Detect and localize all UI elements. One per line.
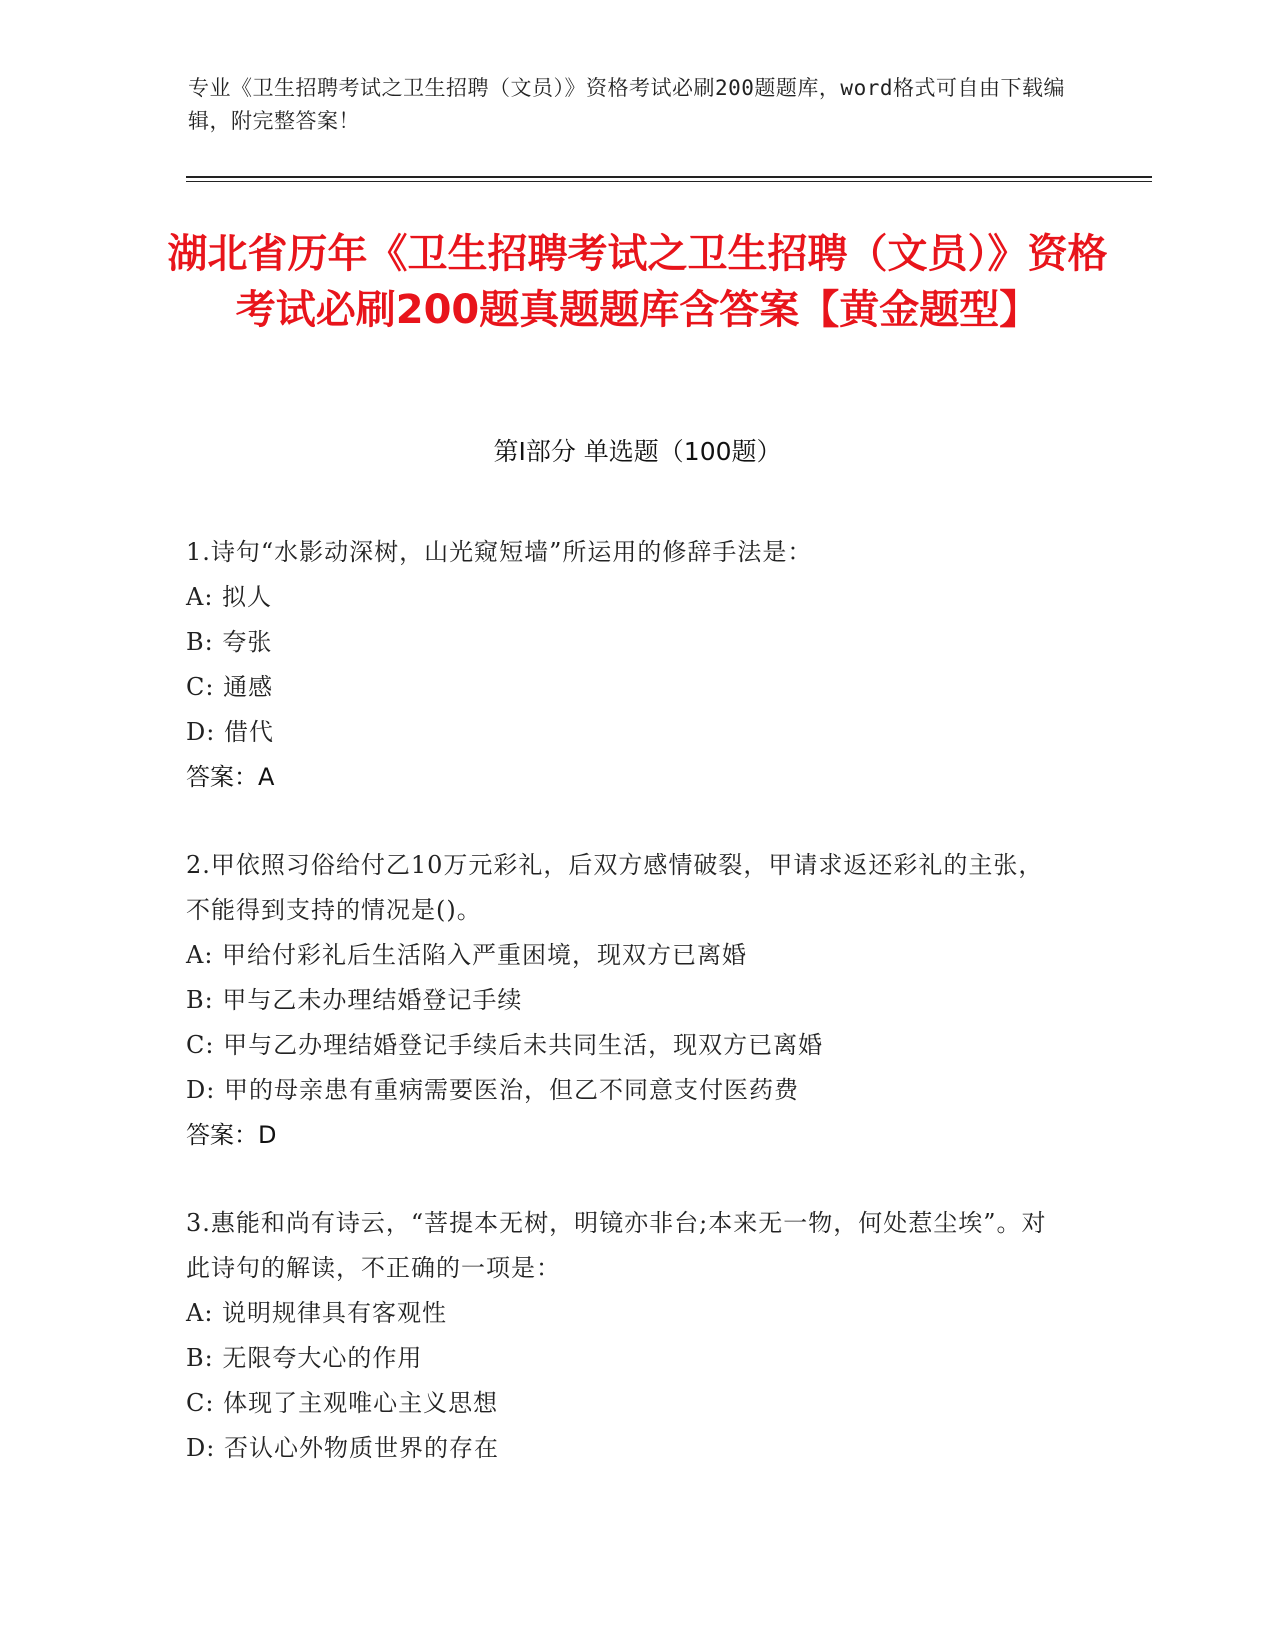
- option-b: B: 甲与乙未办理结婚登记手续: [186, 986, 523, 1014]
- option-c: C: 甲与乙办理结婚登记手续后未共同生活，现双方已离婚: [186, 1031, 824, 1059]
- question-list: [186, 530, 1066, 1514]
- document-title: 湖北省历年《卫生招聘考试之卫生招聘（文员）》资格考试必刷200题真题题库含答案【黄金题型】: [167, 231, 1108, 333]
- header-divider: [186, 176, 1152, 182]
- option-c: C: 通感: [186, 673, 274, 701]
- question-1: [186, 530, 1066, 800]
- option-d: D: 借代: [186, 718, 274, 746]
- answer: 答案：D: [186, 1121, 277, 1149]
- option-d: D: 甲的母亲患有重病需要医治，但乙不同意支付医药费: [186, 1076, 799, 1104]
- question-3: [186, 1201, 1066, 1471]
- question-stem: 2.甲依照习俗给付乙10万元彩礼，后双方感情破裂，甲请求返还彩礼的主张，不能得到支持的情况是()。: [186, 851, 1044, 924]
- option-a: A: 甲给付彩礼后生活陷入严重困境，现双方已离婚: [186, 941, 748, 969]
- question-stem: 1.诗句“水影动深树，山光窥短墙”所运用的修辞手法是：: [186, 538, 813, 566]
- option-b: B: 无限夸大心的作用: [186, 1344, 423, 1372]
- option-a: A: 说明规律具有客观性: [186, 1299, 448, 1327]
- section-heading: 第Ⅰ部分 单选题（100题）: [493, 437, 782, 466]
- question-2: [186, 843, 1066, 1158]
- option-a: A: 拟人: [186, 583, 273, 611]
- answer: 答案：A: [186, 763, 275, 791]
- option-c: C: 体现了主观唯心主义思想: [186, 1389, 499, 1417]
- option-d: D: 否认心外物质世界的存在: [186, 1434, 499, 1462]
- question-stem: 3.惠能和尚有诗云，“菩提本无树，明镜亦非台;本来无一物，何处惹尘埃”。对此诗句的解读，不正确的一项是：: [186, 1209, 1047, 1282]
- option-b: B: 夸张: [186, 628, 273, 656]
- header-note: 专业《卫生招聘考试之卫生招聘（文员）》资格考试必刷200题题库，word格式可自由下载编辑，附完整答案！: [188, 76, 1065, 133]
